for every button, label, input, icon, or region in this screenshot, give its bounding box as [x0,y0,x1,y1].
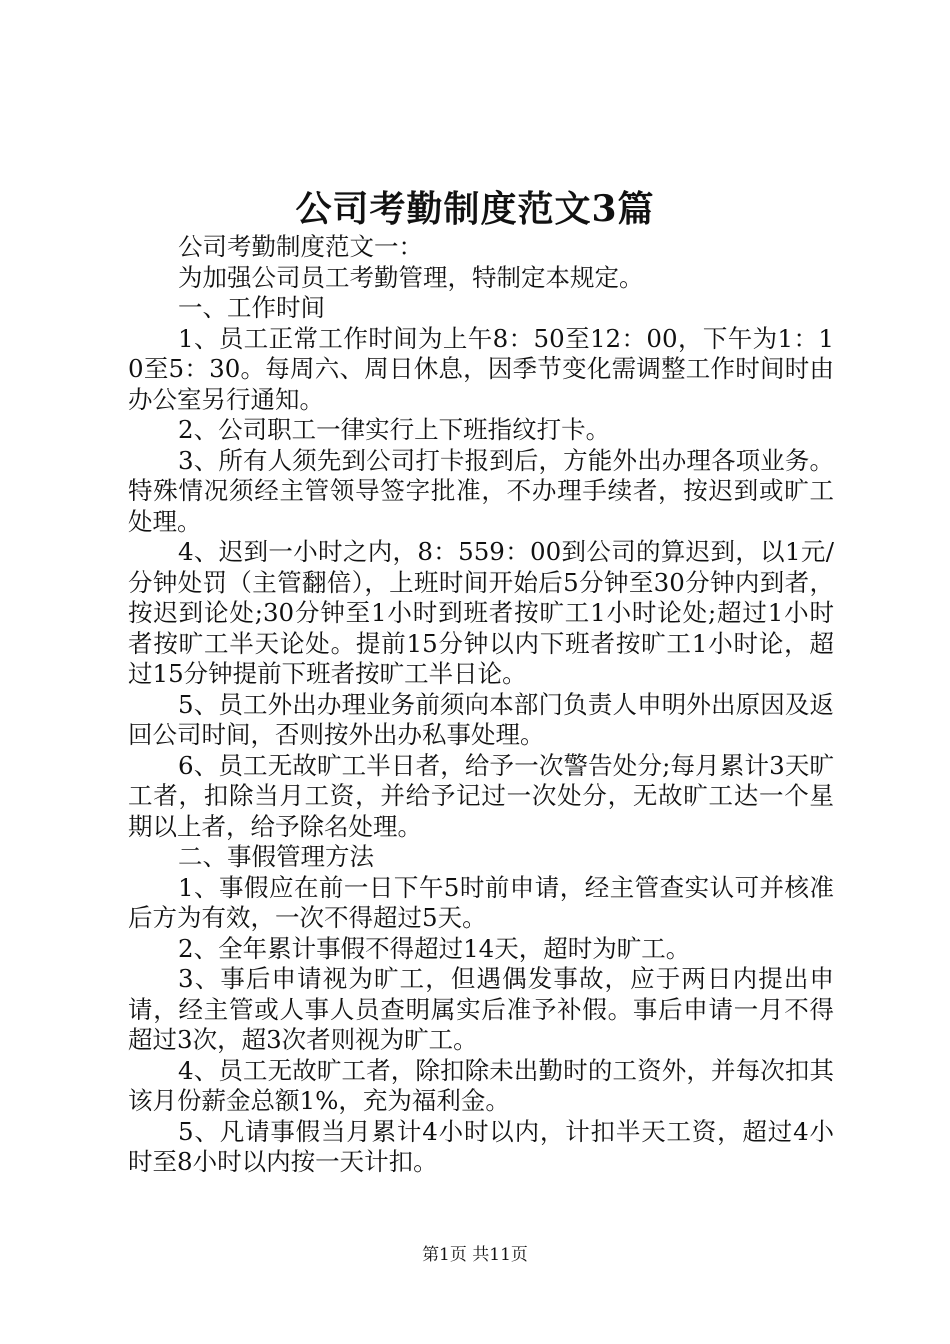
section-heading: 一、工作时间 [178,293,325,322]
paragraph: 6、员工无故旷工半日者，给予一次警告处分;每月累计3天旷工者，扣除当月工资，并给予记过一次处分，无故旷工达一个星期以上者，给予除名处理。 [128,750,834,841]
document-body [128,232,834,1178]
paragraph: 4、员工无故旷工者，除扣除未出勤时的工资外，并每次扣其该月份薪金总额1%，充为福利金。 [128,1055,834,1115]
paragraph: 2、公司职工一律实行上下班指纹打卡。 [178,415,611,444]
paragraph: 4、迟到一小时之内，8：559：00到公司的算迟到，以1元/分钟处罚（主管翻倍），上班时间开始后5分钟至30分钟内到者，按迟到论处;30分钟至1小时到班者按旷工1小时论处;超过1小时者按旷工半天论处。提前15分钟以内下班者按旷工1小时论，超过15分钟提前下班者按旷工半日论。 [128,537,834,688]
paragraph: 3、所有人须先到公司打卡报到后，方能外出办理各项业务。特殊情况须经主管领导签字批准，不办理手续者，按迟到或旷工处理。 [128,445,834,536]
paragraph: 公司考勤制度范文一： [178,232,423,261]
paragraph: 为加强公司员工考勤管理，特制定本规定。 [178,262,644,292]
paragraph: 2、全年累计事假不得超过14天，超时为旷工。 [178,933,691,963]
document-title: 公司考勤制度范文3篇 [295,188,655,230]
paragraph: 3、事后申请视为旷工，但遇偶发事故，应于两日内提出申请，经主管或人事人员查明属实后准予补假。事后申请一月不得超过3次，超3次者则视为旷工。 [128,964,834,1054]
paragraph: 5、员工外出办理业务前须向本部门负责人申明外出原因及返回公司时间，否则按外出办私事处理。 [128,689,834,749]
page-footer: 第1页 共11页 [422,1245,528,1265]
paragraph: 1、员工正常工作时间为上午8：50至12：00，下午为1：10至5：30。每周六、周日休息，因季节变化需调整工作时间时由办公室另行通知。 [128,323,834,414]
paragraph: 1、事假应在前一日下午5时前申请，经主管查实认可并核准后方为有效，一次不得超过5天。 [128,872,834,932]
paragraph: 5、凡请事假当月累计4小时以内，计扣半天工资，超过4小时至8小时以内按一天计扣。 [128,1116,834,1176]
section-heading: 二、事假管理方法 [178,842,374,871]
